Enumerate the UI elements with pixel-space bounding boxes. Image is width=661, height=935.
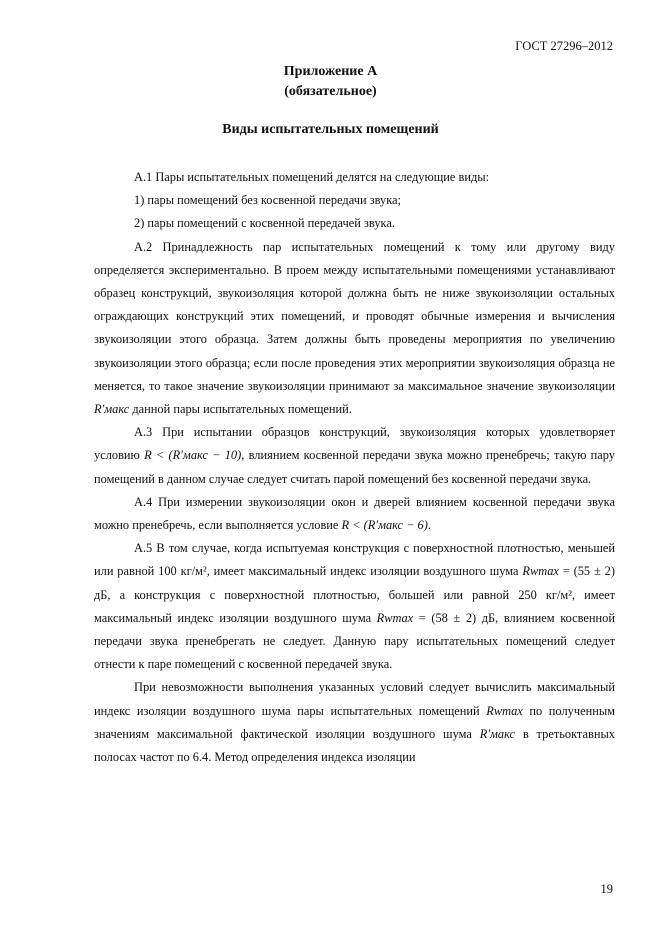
paragraph-a4 <box>94 491 615 537</box>
paragraph-a5-tail: = (58 ± 2) дБ, влиянием косвенной передачи звука пренебрегать не следует. Данную пару испытательных помещений следует отнести к паре помещений с косвенной передачей звука. <box>94 610 615 672</box>
section-title: Виды испытательных помещений <box>222 122 439 137</box>
formula-rw-max-1: Rwmax <box>522 564 559 579</box>
formula-r-max-2: R′макс <box>479 726 515 741</box>
paragraph-a3-head: А.3 При испытании образцов конструкций, звукоизоляция которых удовлетворяет условию <box>94 425 615 463</box>
paragraph-6-mid: по полученным значениям максимальной фактической изоляции воздушного шума <box>94 703 615 741</box>
page-number: 19 <box>600 882 613 896</box>
paragraph-6-tail: в третьоктавных полосах частот по 6.4. Метод определения индекса изоляции <box>94 726 616 765</box>
paragraph-a4-tail: . <box>427 518 431 533</box>
paragraph-6 <box>94 676 615 769</box>
list-item-1: 1) пары помещений без косвенной передачи звука; <box>134 193 401 208</box>
appendix-title: Приложение А <box>283 64 378 79</box>
formula-rw-max-3: Rwmax <box>486 703 523 718</box>
paragraph-a5-mid: = (55 ± 2) дБ, а конструкция с поверхностной плотностью, большей или равной 250 кг/м², имеет максимальный индекс изоляции воздушного шума <box>94 564 615 625</box>
formula-condition-1: R < (R′макс − 10), <box>144 448 245 463</box>
standard-designation: ГОСТ 27296–2012 <box>515 39 613 53</box>
paragraph-a5 <box>94 537 615 676</box>
paragraph-a3-tail: влиянием косвенной передачи звука можно пренебречь; такую пару помещений в данном случае следует считать парой помещений без косвенной передачи звука. <box>94 448 615 486</box>
paragraph-a1: А.1 Пары испытательных помещений делятся на следующие виды: <box>134 170 490 184</box>
paragraph-a2-tail: данной пары испытательных помещений. <box>132 402 352 417</box>
appendix-status: (обязательное) <box>284 84 377 99</box>
paragraph-a5-head: А.5 В том случае, когда испытуемая конструкция с поверхностной плотностью, меньшей или равной 100 кг/м², имеет максимальный индекс изоляции воздушного шума <box>94 541 615 579</box>
list-item-2: 2) пары помещений с косвенной передачей звука. <box>134 216 395 231</box>
paragraph-a2-text: А.2 Принадлежность пар испытательных помещений к тому или другому виду определяется экспериментально. В проем между испытательными помещениями устанавливают образец конструкций, звукоизоляция которой должна быть не ниже звукоизоляции остальных ограждающих конструкций этих помещений, и проводят обычные измерения и вычисления звукоизоляции этого образца. Затем должны быть проведены мероприятия по увеличению звукоизоляции этого образца; если после проведения этих мероприятии звукоизоляция образца не меняется, то такое значение звукоизоляции принимают за максимальное значение звукоизоляции <box>94 239 615 393</box>
document-body <box>94 166 615 769</box>
paragraph-6-head: При невозможности выполнения указанных условий следует вычислить максимальный индекс изоляции воздушного шума пары испытательных помещений <box>94 680 615 718</box>
formula-condition-2: R < (R′макс − 6) <box>341 518 428 533</box>
formula-rw-max-2: Rwmax <box>376 610 414 625</box>
formula-r-max: R′макс <box>94 402 130 417</box>
paragraph-a2 <box>94 236 615 422</box>
paragraph-a4-head: А.4 При измерении звукоизоляции окон и дверей влиянием косвенной передачи звука можно пренебречь, если выполняется условие <box>94 494 615 533</box>
paragraph-a3 <box>94 421 615 491</box>
